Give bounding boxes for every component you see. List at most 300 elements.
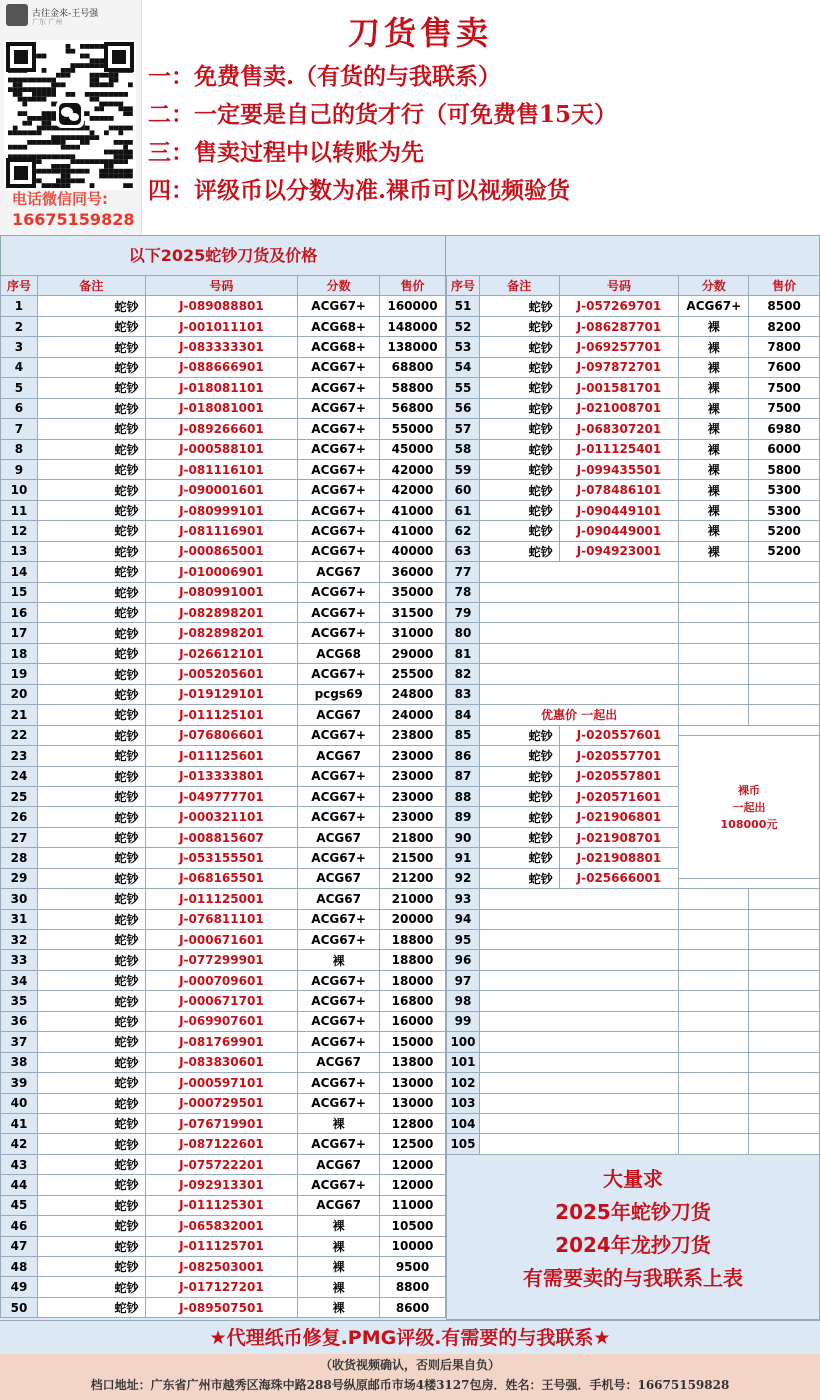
serial-number: J-011125101 — [145, 705, 298, 725]
row-number: 81 — [447, 643, 480, 663]
serial-number: J-081116901 — [145, 521, 298, 541]
row-number: 29 — [1, 868, 38, 888]
table-row — [447, 909, 820, 929]
rule-1: 一：免费售卖.（有货的与我联系） — [148, 63, 502, 90]
serial-number: J-010006901 — [145, 562, 298, 582]
blank-cell — [679, 643, 749, 663]
serial-number: J-025666001 — [559, 868, 679, 888]
row-note: 蛇钞 — [479, 316, 559, 336]
row-number: 35 — [1, 991, 38, 1011]
row-note: 蛇钞 — [37, 684, 145, 704]
blank-cell — [679, 603, 749, 623]
row-number: 90 — [447, 827, 480, 847]
price: 5200 — [749, 521, 820, 541]
serial-number: J-068307201 — [559, 419, 679, 439]
price: 29000 — [380, 643, 446, 663]
row-number: 30 — [1, 889, 38, 909]
serial-number: J-026612101 — [145, 643, 298, 663]
row-note: 蛇钞 — [37, 725, 145, 745]
price: 36000 — [380, 562, 446, 582]
serial-number: J-013333801 — [145, 766, 298, 786]
table-row — [1, 643, 446, 663]
price: 8800 — [380, 1277, 446, 1297]
row-number: 105 — [447, 1134, 480, 1154]
serial-number: J-053155501 — [145, 848, 298, 868]
row-number: 31 — [1, 909, 38, 929]
row-number: 5 — [1, 378, 38, 398]
row-number: 78 — [447, 582, 480, 602]
row-number: 17 — [1, 623, 38, 643]
row-note: 蛇钞 — [37, 889, 145, 909]
price-table — [0, 235, 820, 1320]
row-note: 蛇钞 — [37, 582, 145, 602]
price: 31000 — [380, 623, 446, 643]
blank-cell — [479, 684, 678, 704]
blank-cell — [479, 889, 678, 909]
row-note: 蛇钞 — [37, 378, 145, 398]
row-number: 41 — [1, 1113, 38, 1133]
rule-2: 二：一定要是自己的货才行（可免费售15天） — [148, 101, 618, 128]
blank-cell — [679, 1011, 749, 1031]
row-note: 蛇钞 — [37, 807, 145, 827]
row-note: 蛇钞 — [37, 848, 145, 868]
row-note: 蛇钞 — [37, 623, 145, 643]
serial-number: J-018081101 — [145, 378, 298, 398]
price: 11000 — [380, 1195, 446, 1215]
row-note: 蛇钞 — [37, 500, 145, 520]
row-number: 54 — [447, 357, 480, 377]
serial-number: J-081116101 — [145, 459, 298, 479]
serial-number: J-090449001 — [559, 521, 679, 541]
price: 18800 — [380, 950, 446, 970]
price: 31500 — [380, 603, 446, 623]
row-note: 蛇钞 — [479, 786, 559, 806]
serial-number: J-000597101 — [145, 1073, 298, 1093]
table-row — [447, 664, 820, 684]
row-number: 60 — [447, 480, 480, 500]
row-number: 21 — [1, 705, 38, 725]
row-note: 蛇钞 — [479, 419, 559, 439]
grade: ACG67+ — [298, 970, 380, 990]
table-row — [447, 562, 820, 582]
table-row — [1, 541, 446, 561]
serial-number: J-090001601 — [145, 480, 298, 500]
serial-number: J-069257701 — [559, 337, 679, 357]
table-row — [1, 357, 446, 377]
blank-cell — [679, 889, 749, 909]
blank-cell — [749, 1113, 820, 1133]
price: 148000 — [380, 316, 446, 336]
table-row — [1, 480, 446, 500]
price: 55000 — [380, 419, 446, 439]
row-note: 蛇钞 — [37, 316, 145, 336]
row-number: 48 — [1, 1257, 38, 1277]
row-note: 蛇钞 — [37, 909, 145, 929]
row-number: 86 — [447, 746, 480, 766]
serial-number: J-021908701 — [559, 827, 679, 847]
table-row — [447, 459, 820, 479]
price: 25500 — [380, 664, 446, 684]
grade: ACG67+ — [298, 1093, 380, 1113]
row-number: 62 — [447, 521, 480, 541]
grade: ACG67+ — [298, 480, 380, 500]
grade: ACG67+ — [298, 786, 380, 806]
price: 20000 — [380, 909, 446, 929]
blank-cell — [749, 970, 820, 990]
row-number: 15 — [1, 582, 38, 602]
table-row — [1, 868, 446, 888]
grade: ACG67+ — [298, 500, 380, 520]
table-row — [1, 909, 446, 929]
serial-number: J-076719901 — [145, 1113, 298, 1133]
blank-cell — [479, 562, 678, 582]
page-title: 刀货售卖 — [348, 14, 493, 52]
row-note: 蛇钞 — [37, 459, 145, 479]
row-note: 蛇钞 — [37, 1297, 145, 1317]
serial-number: J-011125301 — [145, 1195, 298, 1215]
grade: ACG67+ — [298, 1175, 380, 1195]
blank-cell — [749, 623, 820, 643]
serial-number: J-068165501 — [145, 868, 298, 888]
serial-number: J-082898201 — [145, 623, 298, 643]
table-right — [446, 275, 820, 1155]
row-number: 47 — [1, 1236, 38, 1256]
grade: ACG67+ — [298, 1032, 380, 1052]
table-row — [447, 623, 820, 643]
row-number: 77 — [447, 562, 480, 582]
table-row — [1, 1297, 446, 1317]
row-note: 蛇钞 — [37, 480, 145, 500]
row-note: 蛇钞 — [479, 337, 559, 357]
table-row — [1, 930, 446, 950]
row-number: 20 — [1, 684, 38, 704]
row-note: 蛇钞 — [479, 398, 559, 418]
table-row — [447, 582, 820, 602]
header — [0, 0, 820, 235]
row-note: 蛇钞 — [37, 1277, 145, 1297]
bulk-note-line: 裸币 — [738, 784, 760, 797]
table-header — [1, 276, 446, 296]
grade: ACG67+ — [679, 296, 749, 316]
price: 18800 — [380, 930, 446, 950]
grade: ACG67 — [298, 746, 380, 766]
blank-cell — [679, 664, 749, 684]
column-header: 备注 — [479, 276, 559, 296]
grade: 裸 — [679, 439, 749, 459]
table-row — [1, 746, 446, 766]
row-note: 蛇钞 — [479, 459, 559, 479]
table-row — [447, 500, 820, 520]
table-header — [447, 276, 820, 296]
serial-number: J-049777701 — [145, 786, 298, 806]
row-note: 蛇钞 — [37, 1216, 145, 1236]
serial-number: J-081769901 — [145, 1032, 298, 1052]
table-row — [447, 337, 820, 357]
discount-label: 优惠价 一起出 — [479, 705, 678, 725]
row-number: 87 — [447, 766, 480, 786]
table-caption: 以下2025蛇钞刀货及价格 — [0, 235, 446, 275]
table-row — [1, 970, 446, 990]
table-row — [447, 1093, 820, 1113]
table-row — [1, 521, 446, 541]
grade: 裸 — [679, 480, 749, 500]
blank-cell — [679, 930, 749, 950]
table-row — [447, 521, 820, 541]
serial-number: J-065832001 — [145, 1216, 298, 1236]
row-number: 28 — [1, 848, 38, 868]
row-number: 93 — [447, 889, 480, 909]
wanted-promo — [446, 1154, 820, 1320]
blank-cell — [749, 930, 820, 950]
qr-name: 古往金来-王号强 — [32, 9, 99, 19]
blank-cell — [679, 1032, 749, 1052]
bulk-note-line: 108000元 — [720, 818, 778, 831]
grade: ACG67+ — [298, 357, 380, 377]
row-number: 13 — [1, 541, 38, 561]
row-number: 98 — [447, 991, 480, 1011]
grade: 裸 — [679, 521, 749, 541]
grade: ACG67+ — [298, 848, 380, 868]
grade: ACG68 — [298, 643, 380, 663]
serial-number: J-000588101 — [145, 439, 298, 459]
row-note: 蛇钞 — [37, 970, 145, 990]
blank-cell — [479, 603, 678, 623]
row-note: 蛇钞 — [479, 807, 559, 827]
row-number: 88 — [447, 786, 480, 806]
price: 13000 — [380, 1093, 446, 1113]
price: 7500 — [749, 378, 820, 398]
row-note: 蛇钞 — [479, 868, 559, 888]
table-row — [1, 1093, 446, 1113]
serial-number: J-000729501 — [145, 1093, 298, 1113]
row-note: 蛇钞 — [479, 480, 559, 500]
grade: 裸 — [679, 357, 749, 377]
grade: ACG67 — [298, 562, 380, 582]
row-note: 蛇钞 — [37, 991, 145, 1011]
grade: ACG67+ — [298, 930, 380, 950]
price: 8200 — [749, 316, 820, 336]
bulk-note-line: 一起出 — [732, 801, 766, 814]
table-row — [1, 296, 446, 316]
grade: 裸 — [679, 500, 749, 520]
row-note: 蛇钞 — [37, 337, 145, 357]
table-row — [1, 1134, 446, 1154]
row-number: 85 — [447, 725, 480, 745]
table-row — [447, 480, 820, 500]
blank-cell — [679, 562, 749, 582]
serial-number: J-094923001 — [559, 541, 679, 561]
price: 160000 — [380, 296, 446, 316]
serial-number: J-089507501 — [145, 1297, 298, 1317]
serial-number: J-078486101 — [559, 480, 679, 500]
row-note: 蛇钞 — [37, 827, 145, 847]
table-row — [447, 378, 820, 398]
table-row — [1, 1154, 446, 1174]
serial-number: J-021906801 — [559, 807, 679, 827]
table-row — [1, 766, 446, 786]
row-number: 102 — [447, 1073, 480, 1093]
row-number: 94 — [447, 909, 480, 929]
price: 138000 — [380, 337, 446, 357]
price: 10000 — [380, 1236, 446, 1256]
grade: 裸 — [298, 1297, 380, 1317]
row-note: 蛇钞 — [479, 766, 559, 786]
footer-address: 档口地址：广东省广州市越秀区海珠中路288号纵原邮币市场4楼3127包房．姓名：王号强．手机号：16675159828 — [90, 1378, 730, 1392]
row-number: 61 — [447, 500, 480, 520]
promo-line: 有需要卖的与我联系上表 — [523, 1266, 743, 1290]
grade: ACG67 — [298, 1154, 380, 1174]
table-row — [1, 439, 446, 459]
price: 5200 — [749, 541, 820, 561]
serial-number: J-017127201 — [145, 1277, 298, 1297]
grade: ACG67+ — [298, 603, 380, 623]
row-note: 蛇钞 — [37, 357, 145, 377]
blank-cell — [679, 705, 749, 725]
table-row — [1, 889, 446, 909]
price: 8500 — [749, 296, 820, 316]
column-header: 序号 — [447, 276, 480, 296]
grade: ACG67+ — [298, 419, 380, 439]
serial-number: J-090449101 — [559, 500, 679, 520]
table-row — [1, 337, 446, 357]
grade: 裸 — [679, 419, 749, 439]
grade: ACG68+ — [298, 337, 380, 357]
row-note: 蛇钞 — [37, 868, 145, 888]
serial-number: J-099435501 — [559, 459, 679, 479]
row-number: 43 — [1, 1154, 38, 1174]
blank-cell — [749, 705, 820, 725]
table-row — [1, 705, 446, 725]
row-number: 44 — [1, 1175, 38, 1195]
serial-number: J-087122601 — [145, 1134, 298, 1154]
table-row — [447, 1134, 820, 1154]
blank-cell — [679, 1113, 749, 1133]
row-number: 33 — [1, 950, 38, 970]
blank-cell — [749, 1093, 820, 1113]
row-number: 99 — [447, 1011, 480, 1031]
grade: ACG67+ — [298, 1011, 380, 1031]
price: 8600 — [380, 1297, 446, 1317]
row-number: 101 — [447, 1052, 480, 1072]
row-note: 蛇钞 — [37, 1113, 145, 1133]
row-number: 27 — [1, 827, 38, 847]
blank-cell — [679, 950, 749, 970]
row-number: 1 — [1, 296, 38, 316]
grade: ACG67+ — [298, 1073, 380, 1093]
blank-cell — [749, 664, 820, 684]
price: 5300 — [749, 500, 820, 520]
grade: ACG67+ — [298, 541, 380, 561]
row-number: 103 — [447, 1093, 480, 1113]
price: 35000 — [380, 582, 446, 602]
row-number: 37 — [1, 1032, 38, 1052]
table-row — [1, 1175, 446, 1195]
blank-cell — [749, 889, 820, 909]
grade: ACG68+ — [298, 316, 380, 336]
blank-cell — [749, 1052, 820, 1072]
grade: 裸 — [298, 1113, 380, 1133]
price: 13800 — [380, 1052, 446, 1072]
row-number: 36 — [1, 1011, 38, 1031]
table-row — [447, 889, 820, 909]
serial-number: J-011125601 — [145, 746, 298, 766]
table-row — [1, 1277, 446, 1297]
serial-number: J-075722201 — [145, 1154, 298, 1174]
serial-number: J-077299901 — [145, 950, 298, 970]
table-row — [1, 1011, 446, 1031]
column-header: 号码 — [559, 276, 679, 296]
blank-cell — [679, 1093, 749, 1113]
column-header: 分数 — [679, 276, 749, 296]
row-number: 55 — [447, 378, 480, 398]
grade: ACG67+ — [298, 459, 380, 479]
blank-cell — [479, 1113, 678, 1133]
table-row — [447, 970, 820, 990]
blank-cell — [749, 1073, 820, 1093]
price: 5800 — [749, 459, 820, 479]
column-header: 序号 — [1, 276, 38, 296]
row-note: 蛇钞 — [37, 643, 145, 663]
row-number: 89 — [447, 807, 480, 827]
table-row — [1, 1073, 446, 1093]
blank-cell — [479, 909, 678, 929]
serial-number: J-001581701 — [559, 378, 679, 398]
grade: ACG67+ — [298, 725, 380, 745]
blank-cell — [479, 1073, 678, 1093]
price: 16800 — [380, 991, 446, 1011]
serial-number: J-011125701 — [145, 1236, 298, 1256]
serial-number: J-083333301 — [145, 337, 298, 357]
table-row — [447, 1011, 820, 1031]
serial-number: J-008815607 — [145, 827, 298, 847]
row-note: 蛇钞 — [479, 296, 559, 316]
serial-number: J-019129101 — [145, 684, 298, 704]
grade: ACG67 — [298, 1195, 380, 1215]
row-number: 83 — [447, 684, 480, 704]
row-note: 蛇钞 — [37, 1052, 145, 1072]
row-number: 82 — [447, 664, 480, 684]
qr-code-icon — [4, 40, 136, 190]
table-row — [1, 786, 446, 806]
row-number: 10 — [1, 480, 38, 500]
blank-cell — [749, 950, 820, 970]
row-number: 7 — [1, 419, 38, 439]
blank-cell — [679, 909, 749, 929]
serial-number: J-020557601 — [559, 725, 679, 745]
row-number: 19 — [1, 664, 38, 684]
row-note: 蛇钞 — [37, 1032, 145, 1052]
table-row — [447, 643, 820, 663]
grade: 裸 — [298, 1216, 380, 1236]
table-row — [1, 316, 446, 336]
serial-number: J-020571601 — [559, 786, 679, 806]
row-number: 96 — [447, 950, 480, 970]
table-row — [1, 1052, 446, 1072]
row-number: 50 — [1, 1297, 38, 1317]
price: 41000 — [380, 500, 446, 520]
grade: ACG67 — [298, 1052, 380, 1072]
row-number: 25 — [1, 786, 38, 806]
table-row — [1, 1195, 446, 1215]
grade: 裸 — [298, 1236, 380, 1256]
grade: 裸 — [679, 398, 749, 418]
row-note: 蛇钞 — [37, 746, 145, 766]
serial-number: J-000321101 — [145, 807, 298, 827]
row-note: 蛇钞 — [37, 1236, 145, 1256]
serial-number: J-089266601 — [145, 419, 298, 439]
blank-cell — [679, 684, 749, 704]
row-note: 蛇钞 — [479, 500, 559, 520]
